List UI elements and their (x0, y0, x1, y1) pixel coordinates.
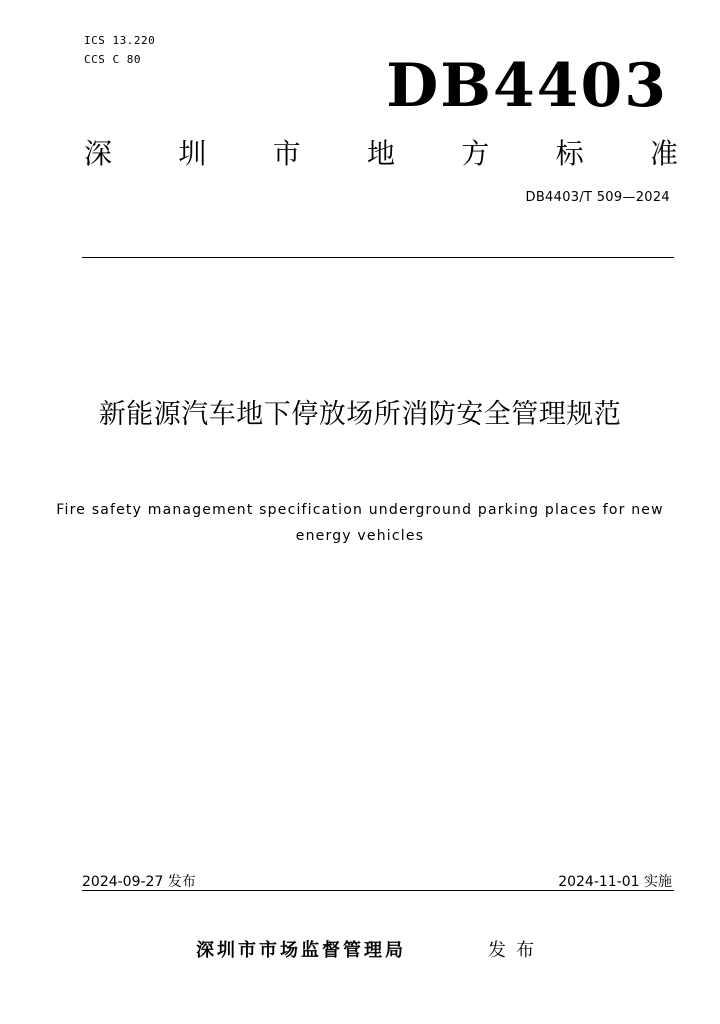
ics-code: ICS 13.220 (84, 34, 156, 47)
standard-type (84, 137, 678, 170)
bottom-divider (82, 890, 674, 891)
standard-type-char: 地 (366, 137, 395, 170)
standard-type-char: 方 (461, 137, 490, 170)
standard-mark: DB4403 (386, 51, 668, 121)
publish-label: 发布 (488, 940, 544, 961)
title-english: Fire safety management specification underground parking places for new energy vehicles (56, 502, 664, 544)
top-divider (82, 257, 674, 258)
issue-date: 2024-09-27 发布 (82, 874, 196, 890)
standard-type-char: 市 (272, 137, 301, 170)
title-chinese: 新能源汽车地下停放场所消防安全管理规范 (98, 399, 622, 430)
publisher-name: 深圳市市场监督管理局 (196, 940, 406, 961)
implementation-date: 2024-11-01 实施 (558, 874, 672, 890)
standard-type-char: 准 (649, 137, 678, 170)
ccs-code: CCS C 80 (84, 53, 141, 66)
standard-type-char: 深 (84, 137, 113, 170)
standard-number: DB4403/T 509—2024 (525, 190, 670, 205)
standard-type-char: 标 (555, 137, 584, 170)
standard-type-char: 圳 (178, 137, 207, 170)
